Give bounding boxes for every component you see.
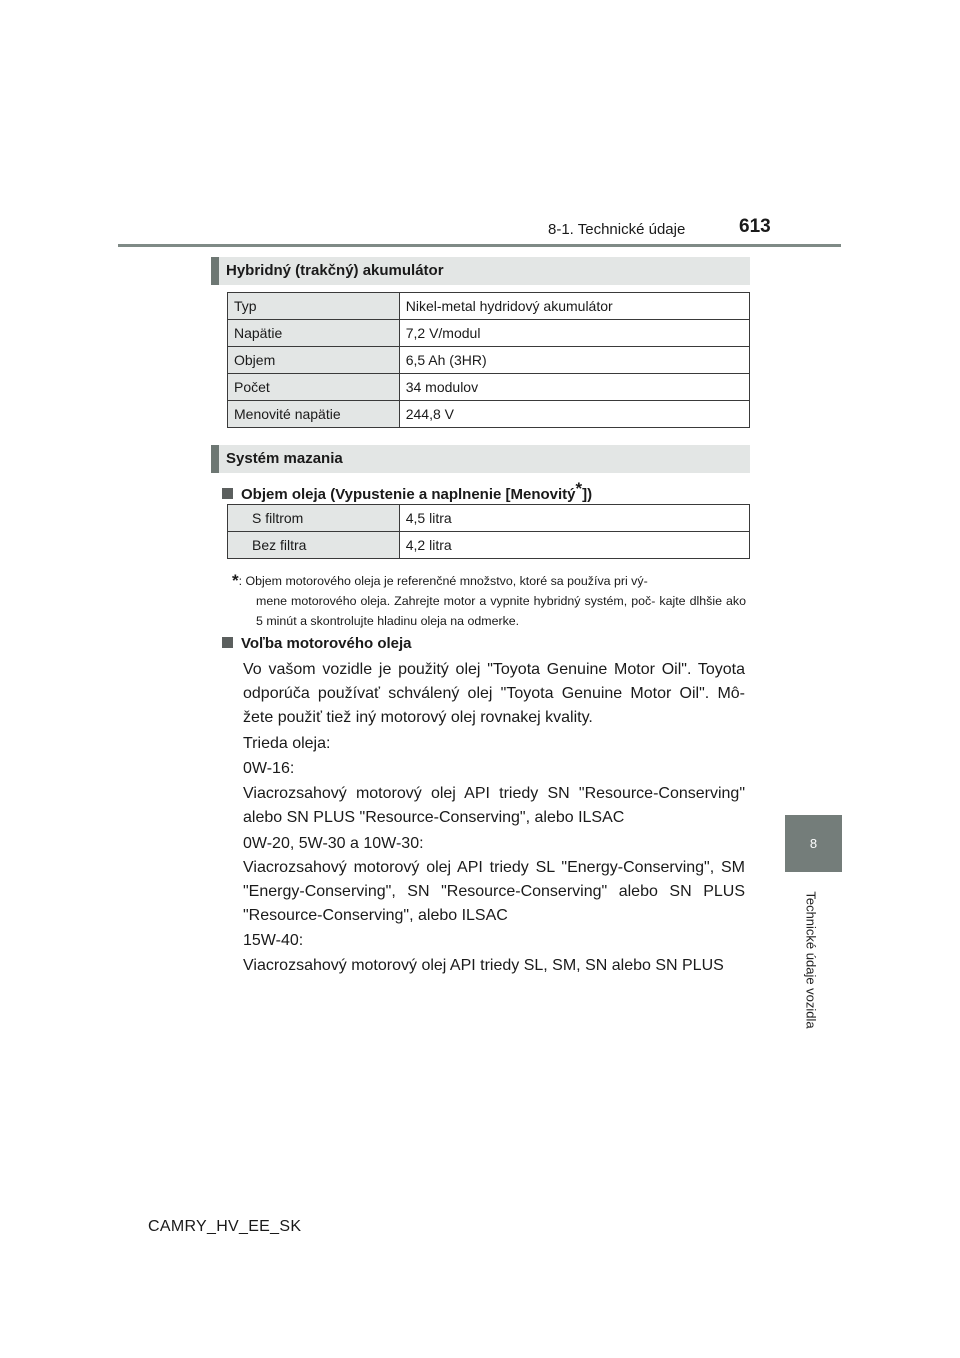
spec-label: Typ	[228, 293, 400, 320]
document-code: CAMRY_HV_EE_SK	[148, 1218, 302, 1235]
section-header: 8-1. Technické údaje	[548, 221, 686, 238]
spec-value: 4,2 litra	[399, 532, 749, 559]
spec-value: 7,2 V/modul	[399, 320, 749, 347]
oil-selection-intro: Vo vašom vozidle je použitý olej "Toyota Genuine Motor Oil". Toyota odporúča používať schválený olej "Toyota Genuine Motor Oil". Mô- žete použiť tiež iný motorový olej rovnakej kvality.	[243, 661, 745, 726]
lubrication-section-title: Systém mazania	[226, 450, 343, 467]
oil-grade-2: 0W-20, 5W-30 a 10W-30:	[243, 835, 424, 852]
oil-grade-1-description: Viacrozsahový motorový olej API triedy SN "Resource-Conserving" alebo SN PLUS "Resource-Conserving", alebo ILSAC	[243, 785, 745, 826]
oil-grade-label: Trieda oleja:	[243, 735, 331, 752]
oil-capacity-heading	[222, 479, 592, 503]
spec-label: Bez filtra	[228, 532, 400, 559]
oil-capacity-heading-text: Objem oleja (Vypustenie a naplnenie [Menovitý	[241, 486, 576, 503]
spec-label: Objem	[228, 347, 400, 374]
chapter-number: 8	[809, 836, 818, 851]
oil-grade-3: 15W-40:	[243, 932, 304, 949]
spec-label: Napätie	[228, 320, 400, 347]
oil-grade-2-description: Viacrozsahový motorový olej API triedy SL "Energy-Conserving", SM "Energy-Conserving", SN "Resource-Conserving" alebo SN PLUS "Resource-Conserving", alebo ILSAC	[243, 859, 745, 924]
footnote-marker: *	[232, 571, 239, 590]
header-divider	[118, 244, 841, 247]
table-row	[228, 505, 750, 532]
oil-selection-heading-text: Voľba motorového oleja	[241, 635, 412, 652]
spec-label: S filtrom	[228, 505, 400, 532]
chapter-side-label	[801, 880, 821, 1040]
footnote-marker: *	[575, 479, 583, 498]
spec-value: 6,5 Ah (3HR)	[399, 347, 749, 374]
square-bullet-icon	[222, 637, 233, 648]
footnote-continuation: mene motorového oleja. Zahrejte motor a vypnite hybridný systém, poč- kajte dlhšie ako 5 minút a skontrolujte hladinu oleja na odmerke.	[256, 594, 746, 628]
chapter-title: Technické údaje vozidla	[803, 891, 819, 1029]
table-row	[228, 374, 750, 401]
oil-capacity-heading-end: ])	[582, 486, 593, 503]
table-row	[228, 320, 750, 347]
oil-grade-3-description: Viacrozsahový motorový olej API triedy SL, SM, SN alebo SN PLUS	[243, 957, 724, 974]
page-number: 613	[739, 216, 771, 237]
footnote-first-line: : Objem motorového oleja je referenčné množstvo, ktoré sa používa pri vý-	[238, 574, 648, 588]
battery-section-heading	[211, 257, 750, 285]
spec-label: Menovité napätie	[228, 401, 400, 428]
oil-capacity-footnote	[232, 571, 746, 631]
spec-value: 34 modulov	[399, 374, 749, 401]
oil-capacity-table	[227, 504, 750, 559]
battery-section-title: Hybridný (trakčný) akumulátor	[226, 262, 444, 279]
table-row	[228, 293, 750, 320]
table-row	[228, 401, 750, 428]
battery-spec-table	[227, 292, 750, 428]
oil-grade-1: 0W-16:	[243, 760, 295, 777]
lubrication-section-heading	[211, 445, 750, 473]
table-row	[228, 347, 750, 374]
chapter-tab	[785, 815, 842, 872]
spec-label: Počet	[228, 374, 400, 401]
oil-selection-heading	[222, 635, 412, 652]
table-row	[228, 532, 750, 559]
spec-value: 4,5 litra	[399, 505, 749, 532]
square-bullet-icon	[222, 488, 233, 499]
spec-value: Nikel-metal hydridový akumulátor	[399, 293, 749, 320]
spec-value: 244,8 V	[399, 401, 749, 428]
